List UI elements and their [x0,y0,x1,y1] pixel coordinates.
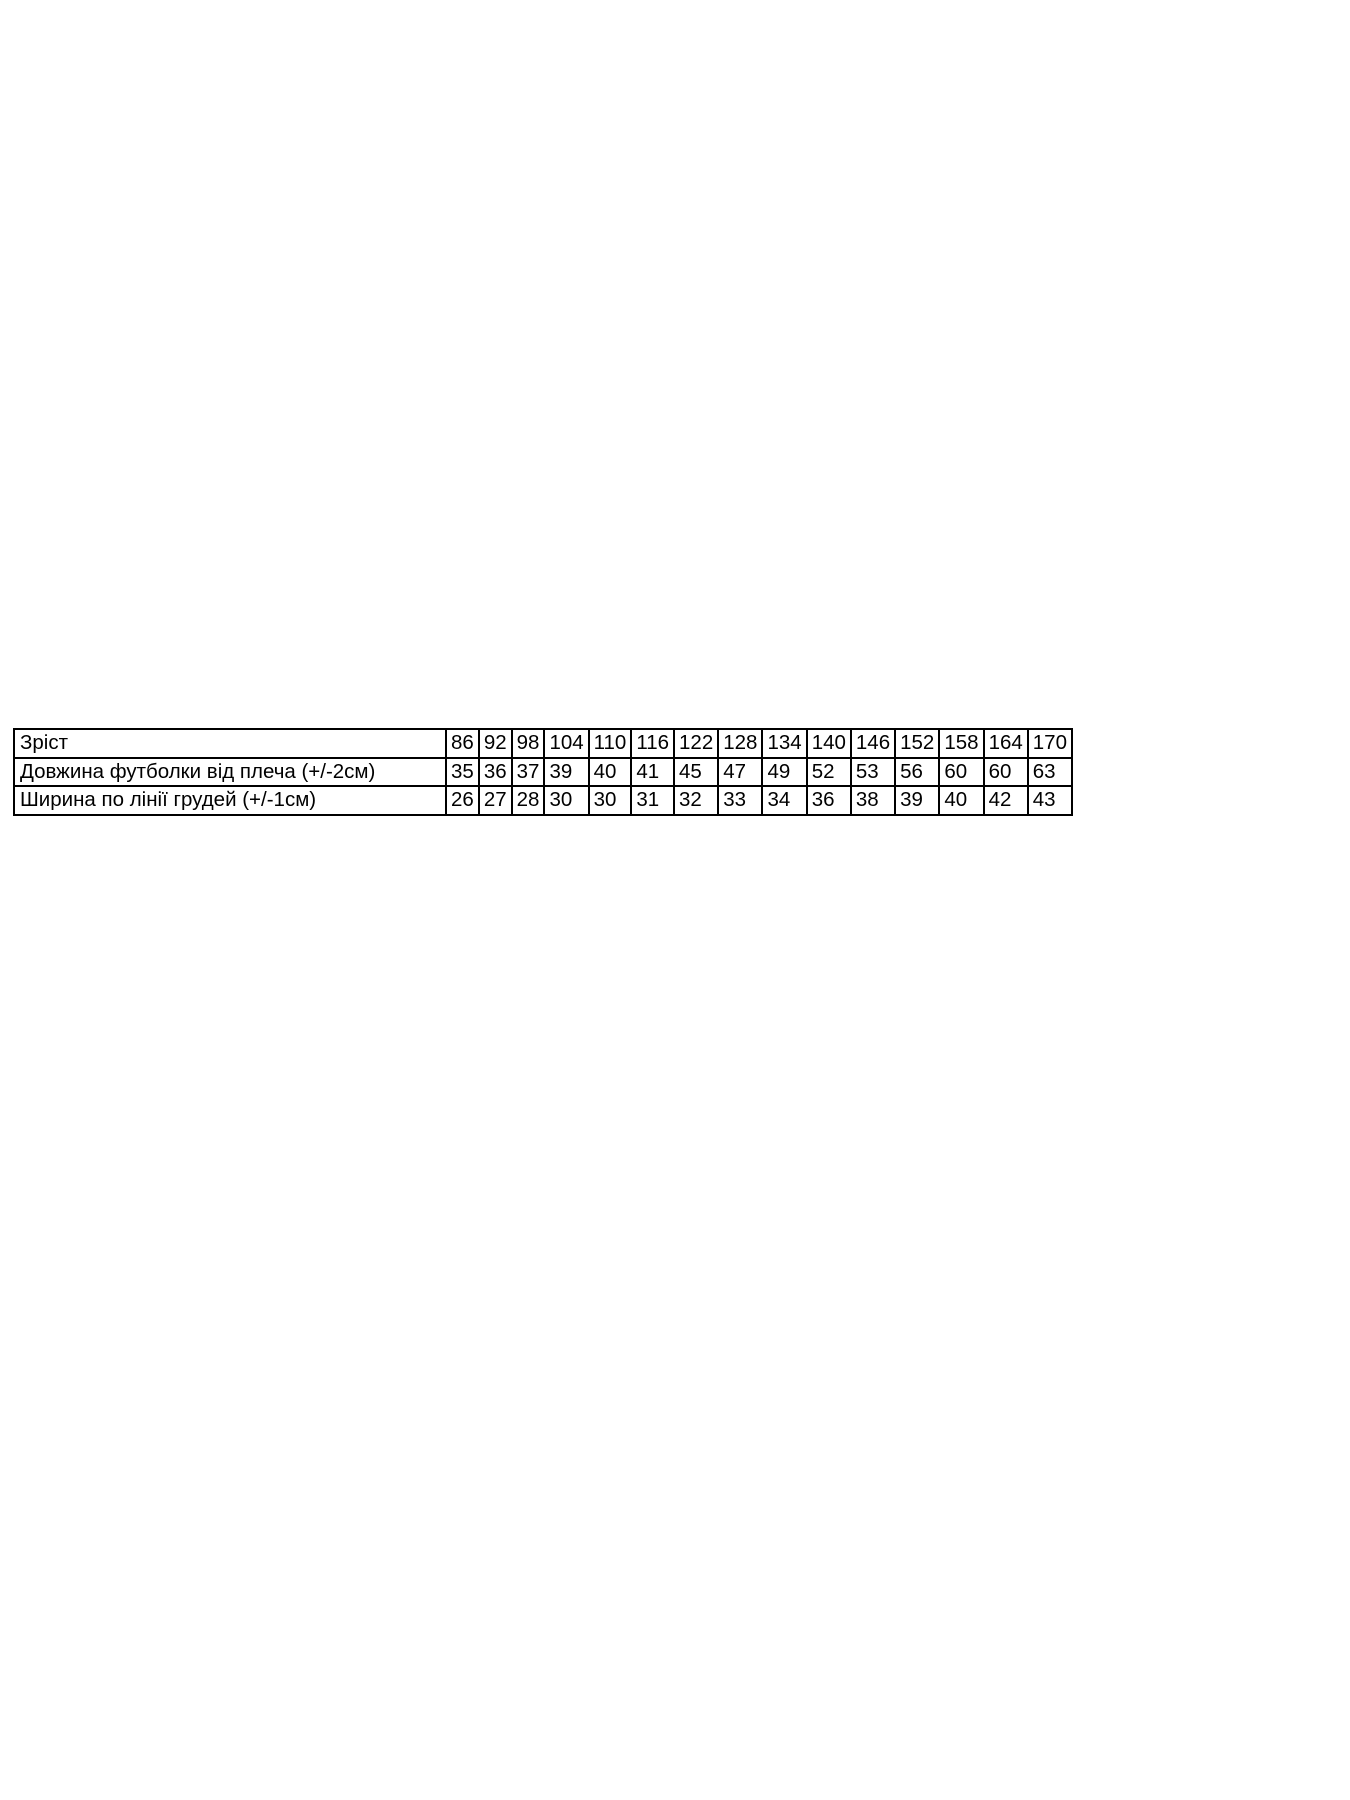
cell-value: 56 [895,758,939,787]
cell-value: 38 [851,786,895,815]
cell-value: 92 [479,729,512,758]
row-label: Зріст [14,729,446,758]
cell-value: 31 [631,786,674,815]
cell-value: 26 [446,786,479,815]
cell-value: 42 [984,786,1028,815]
size-chart-body [14,729,1072,815]
cell-value: 49 [762,758,806,787]
cell-value: 98 [512,729,545,758]
cell-value: 140 [807,729,851,758]
cell-value: 110 [589,729,632,758]
cell-value: 34 [762,786,806,815]
cell-value: 86 [446,729,479,758]
cell-value: 128 [718,729,762,758]
cell-value: 35 [446,758,479,787]
cell-value: 27 [479,786,512,815]
cell-value: 43 [1028,786,1072,815]
size-chart-table [13,728,1073,816]
cell-value: 30 [544,786,588,815]
cell-value: 134 [762,729,806,758]
cell-value: 152 [895,729,939,758]
cell-value: 122 [674,729,718,758]
cell-value: 39 [544,758,588,787]
cell-value: 146 [851,729,895,758]
cell-value: 40 [939,786,983,815]
cell-value: 40 [589,758,632,787]
cell-value: 32 [674,786,718,815]
cell-value: 170 [1028,729,1072,758]
cell-value: 28 [512,786,545,815]
table-row [14,758,1072,787]
cell-value: 52 [807,758,851,787]
cell-value: 60 [984,758,1028,787]
cell-value: 116 [631,729,674,758]
cell-value: 60 [939,758,983,787]
cell-value: 53 [851,758,895,787]
size-chart-container [13,728,1338,816]
table-row [14,786,1072,815]
row-label: Довжина футболки від плеча (+/-2см) [14,758,446,787]
cell-value: 47 [718,758,762,787]
cell-value: 63 [1028,758,1072,787]
cell-value: 164 [984,729,1028,758]
row-label: Ширина по лінії грудей (+/-1см) [14,786,446,815]
cell-value: 33 [718,786,762,815]
cell-value: 36 [807,786,851,815]
cell-value: 36 [479,758,512,787]
table-row [14,729,1072,758]
cell-value: 39 [895,786,939,815]
cell-value: 41 [631,758,674,787]
cell-value: 30 [589,786,632,815]
cell-value: 104 [544,729,588,758]
cell-value: 158 [939,729,983,758]
cell-value: 37 [512,758,545,787]
cell-value: 45 [674,758,718,787]
